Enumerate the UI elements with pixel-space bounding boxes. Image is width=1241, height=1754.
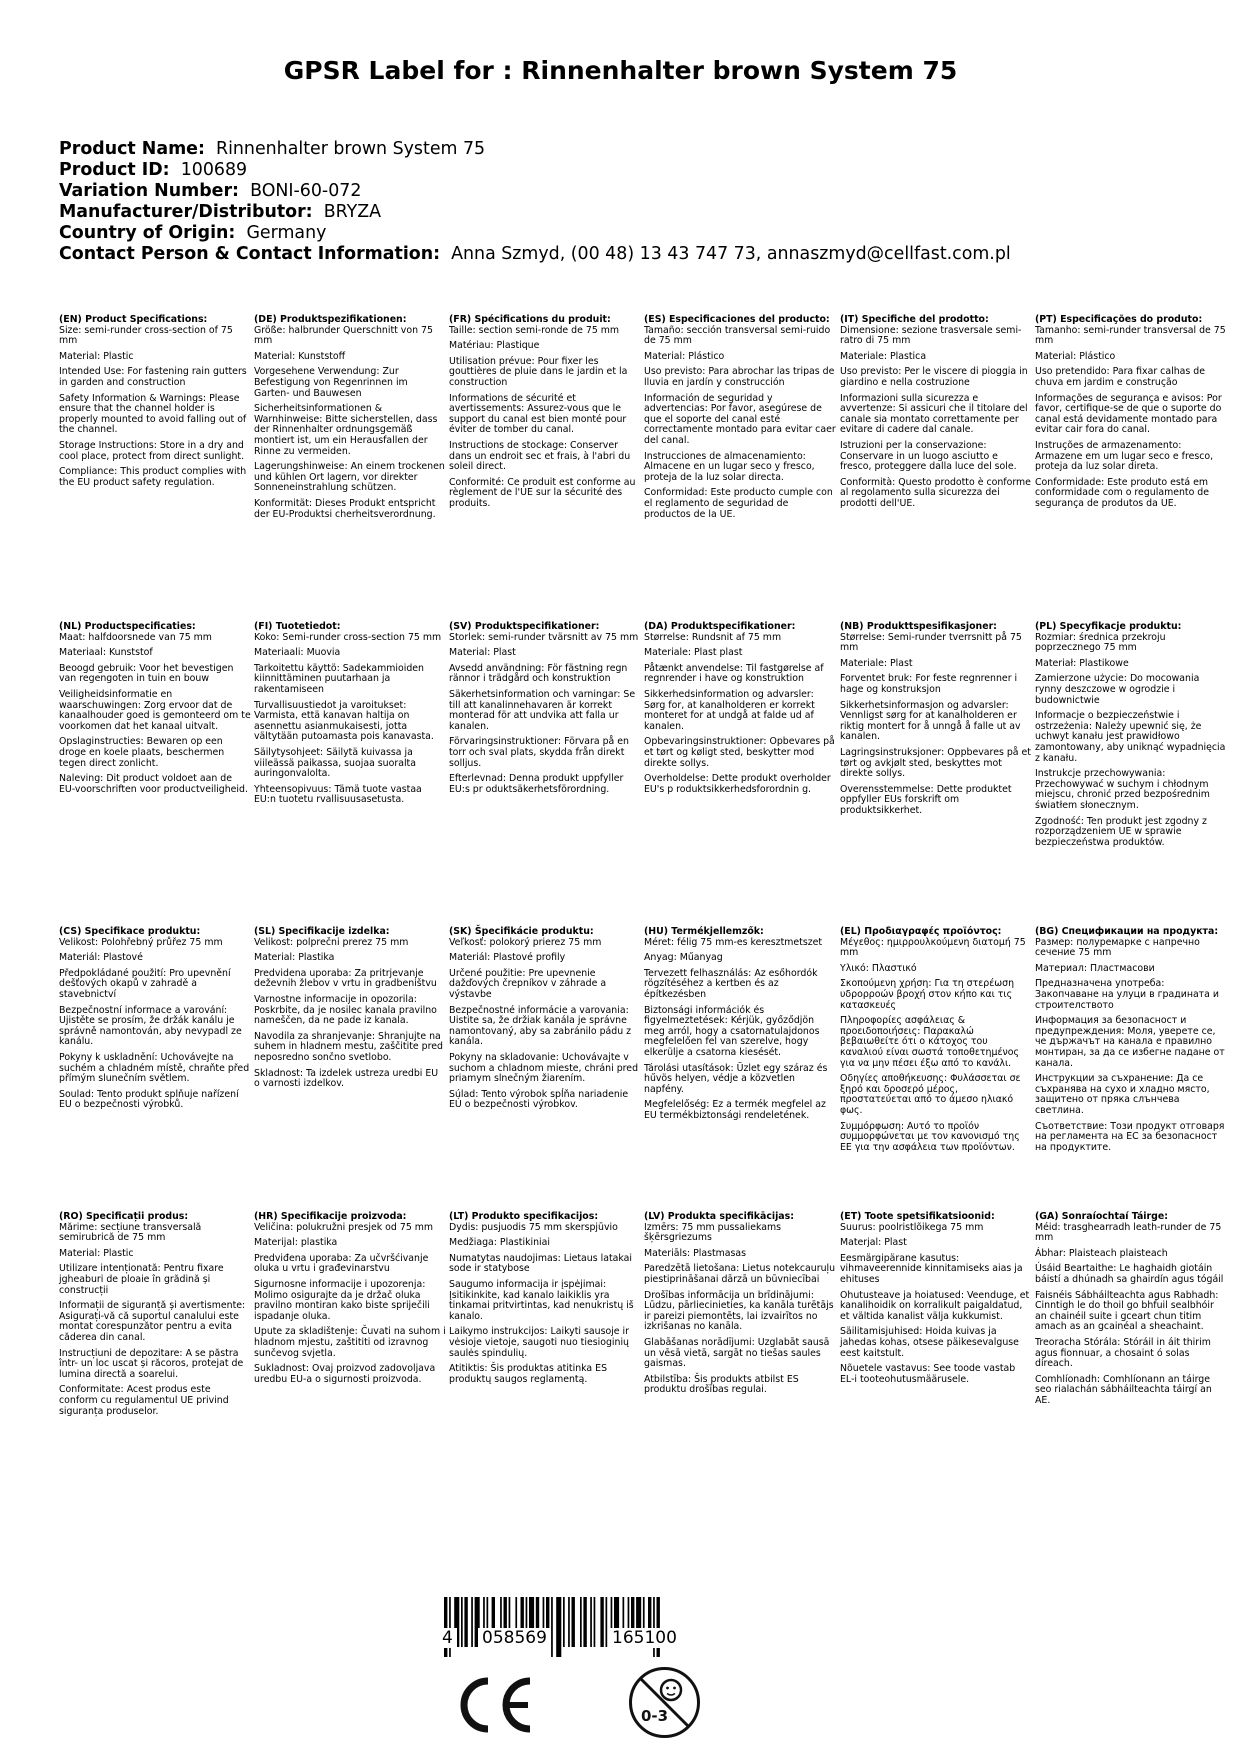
spec-block — [449, 622, 641, 800]
spec-line: Koko: Semi-runder cross-section 75 mm — [254, 631, 442, 643]
info-value: 100689 — [180, 160, 248, 180]
spec-line: Tamanho: semi-runder transversal de 75 mm — [1035, 324, 1226, 347]
spec-line: Materiāls: Plastmasas — [644, 1247, 747, 1259]
spec-line: Efterlevnad: Denna produkt uppfyller EU:s pr oduktsäkerhetsförordning. — [449, 773, 624, 795]
spec-line: Materiale: Plast — [840, 657, 913, 669]
spec-heading: (DE) Produktspezifikationen: — [254, 314, 407, 325]
info-label: Contact Person & Contact Information: — [59, 244, 441, 264]
spec-line: Overensstemmelse: Dette produktet oppfyller EUs forskrift om produktsikkerhet. — [840, 783, 1012, 816]
spec-line: Atitiktis: Šis produktas atitinka ES produktų saugos reglamentą. — [449, 1363, 608, 1385]
spec-block — [1035, 927, 1227, 1158]
spec-line: Sikkerhetsinformasjon og advarsler: Vennligst sørg for at kanalholderen er riktig montert for å unngå å falle ut av kanalen. — [840, 699, 1021, 743]
spec-line: Méid: trasghearradh leath-runder de 75 mm — [1035, 1221, 1222, 1244]
spec-heading: (SL) Specifikacije izdelka: — [254, 926, 390, 937]
product-info — [59, 139, 1011, 265]
barcode-bar — [600, 1597, 603, 1647]
barcode-bar — [471, 1597, 473, 1647]
spec-line: Uso previsto: Para abrochar las tripas de lluvia en jardín y construcción — [644, 366, 835, 388]
spec-line: Μέγεθος: ημιρρουλκούμενη διατομή 75 mm — [840, 936, 1026, 959]
spec-row — [59, 315, 1241, 605]
spec-block — [59, 927, 251, 1116]
spec-line: Safety Information & Warnings: Please ensure that the channel holder is properly mounted to avoid falling out of the channel. — [59, 392, 247, 436]
spec-block — [254, 1212, 446, 1390]
spec-line: Säilytysohjeet: Säilytä kuivassa ja viileässä paikassa, suojaa suoralta auringonvalolta. — [254, 746, 416, 780]
barcode-bar — [556, 1597, 561, 1657]
spec-line: Atbilstība: Šis produkts atbilst ES produktu drošības regulai. — [644, 1373, 799, 1396]
spec-line: Yhteensopivuus: Tämä tuote vastaa EU:n tuotetu rvallisuusasetusta. — [254, 783, 422, 806]
barcode-digits-right: 165100 — [608, 1628, 681, 1648]
spec-heading: (EN) Product Specifications: — [59, 314, 208, 325]
spec-line: Bezpečnostné informácie a varovania: Uistite sa, že držiak kanála je správne namontovaný, aby sa zabránilo pádu z kanála. — [449, 1004, 632, 1048]
spec-line: Drošības informācija un brīdinājumi: Lūdzu, pārliecinieties, ka kanāla turētājs ir pareizi piemontēts, lai izvairītos no izkrišanas no kanāla. — [644, 1289, 834, 1333]
spec-line: Säkerhetsinformation och varningar: Se till att kanalinnehavaren är korrekt monterad för att undvika att falla ur kanalen. — [449, 688, 636, 732]
spec-line: Materjal: Plast — [840, 1237, 907, 1249]
spec-heading: (BG) Спецификации на продукта: — [1035, 926, 1219, 937]
info-manufacturer — [59, 202, 1011, 223]
info-product-name — [59, 139, 1011, 160]
barcode-bar — [464, 1597, 467, 1647]
spec-line: Sigurnosne informacije i upozorenja: Molimo osigurajte da je držač oluka pravilno montiran kako biste spriječili ispadanje oluka. — [254, 1278, 430, 1322]
spec-line: Rozmiar: średnica przekroju poprzecznego 75 mm — [1035, 631, 1166, 654]
spec-line: Forventet bruk: For feste regnrenner i hage og konstruksjon — [840, 673, 1018, 695]
spec-line: Conformitate: Acest produs este conform cu regulamentul UE privind siguranța produselor. — [59, 1384, 229, 1417]
spec-line: Οδηγίες αποθήκευσης: Φυλάσσεται σε ξηρό και δροσερό μέρος, προστατεύεται από το άμεσο ηλιακό φως. — [840, 1073, 1021, 1116]
spec-line: Størrelse: Semi-runder tverrsnitt på 75 mm — [840, 631, 1022, 654]
info-country-of-origin — [59, 223, 1011, 244]
spec-line: Skladnost: Ta izdelek ustreza uredbi EU o varnosti izdelkov. — [254, 1067, 439, 1090]
spec-line: Pokyny na skladovanie: Uchovávajte v suchom a chladnom mieste, chráni pred priamym slnečným žiarením. — [449, 1051, 639, 1085]
barcode-bar — [461, 1597, 463, 1647]
spec-line: Material: Plástico — [644, 350, 725, 362]
spec-line: Størrelse: Rundsnit af 75 mm — [644, 631, 782, 643]
spec-line: Sicherheitsinformationen & Warnhinweise: Bitte sicherstellen, dass der Rinnenhalter ordnungsgemäß montiert ist, um ein Herausfallen der Rinne zu vermeiden. — [254, 403, 438, 457]
spec-line: Размер: полуремарке с напречно сечение 75 mm — [1035, 936, 1200, 959]
spec-line: Material: Plastic — [59, 350, 134, 362]
info-value: BONI-60-072 — [250, 181, 362, 201]
spec-line: Tarkoitettu käyttö: Sadekammioiden kiinnittäminen puutarhaan ja rakentamiseen — [254, 662, 425, 695]
spec-line: Storage Instructions: Store in a dry and cool place, protect from direct sunlight. — [59, 439, 245, 462]
spec-line: Instrucțiuni de depozitare: A se păstra într- un loc uscat și răcoros, protejat de lumina directă a soarelui. — [59, 1347, 244, 1380]
spec-line: Υλικό: Πλαστικό — [840, 962, 917, 974]
spec-block — [254, 622, 446, 811]
barcode-bar — [590, 1597, 592, 1647]
age-warning-icon — [627, 1665, 702, 1740]
spec-line: Saugumo informacija ir įspėjimai: Įsitikinkite, kad kanalo laikiklis yra tinkamai pritvirtintas, kad nenukristų iš kanalo. — [449, 1278, 634, 1322]
spec-block — [1035, 315, 1227, 515]
spec-line: Sikkerhedsinformation og advarsler: Sørg for, at kanalholderen er korrekt monteret for at undgå at falde ud af kanalen. — [644, 688, 815, 732]
spec-line: Material: Plástico — [1035, 350, 1116, 362]
spec-row — [59, 927, 1241, 1217]
spec-heading: (ES) Especificaciones del producto: — [644, 314, 830, 325]
spec-heading: (NB) Produkttspesifikasjoner: — [840, 621, 997, 632]
spec-heading: (EL) Προδιαγραφές προϊόντος: — [840, 926, 1002, 937]
spec-line: Zgodność: Ten produkt jest zgodny z rozporządzeniem UE w sprawie bezpieczeństwa produktów. — [1035, 815, 1207, 848]
spec-line: Eesmärgipärane kasutus: vihmaveerennide kinnitamiseks aias ja ehituses — [840, 1252, 1023, 1285]
spec-line: Bezpečnostní informace a varování: Ujistěte se prosím, že držák kanálu je správně namontován, aby nevypadl ze kanálu. — [59, 1004, 242, 1048]
spec-line: Predvidena uporaba: Za pritrjevanje deževnih žlebov v vrtu in gradbeništvu — [254, 967, 437, 990]
spec-line: Предназначена употреба: Закопчаване на улуци в градината и строителството — [1035, 978, 1219, 1011]
spec-line: Uso previsto: Per le viscere di pioggia in giardino e nella costruzione — [840, 366, 1028, 388]
spec-line: Utilizare intenționată: Pentru fixare jgheaburi de ploaie în grădină și construcții — [59, 1263, 224, 1296]
spec-line: Lagringsinstruksjoner: Oppbevares på et tørt og avkjølt sted, beskyttes mot direkte sollys. — [840, 746, 1031, 780]
spec-line: Materiał: Plastikowe — [1035, 657, 1129, 669]
spec-heading: (CS) Specifikace produktu: — [59, 926, 201, 937]
barcode-digit-lead: 4 — [438, 1628, 457, 1648]
spec-line: Treoracha Stórála: Stóráil in áit thirim agus fionnuar, a chosaint ó solas díreach. — [1035, 1336, 1211, 1370]
spec-line: Laikymo instrukcijos: Laikyti sausoje ir vėsioje vietoje, saugoti nuo tiesioginių saulės spindulių. — [449, 1326, 629, 1359]
spec-block — [840, 1212, 1032, 1390]
spec-row — [59, 622, 1241, 912]
info-value: Germany — [246, 223, 327, 243]
spec-line: Tárolási utasítások: Üzlet egy száraz és hűvös helyen, védje a közvetlen napfény. — [644, 1062, 828, 1095]
spec-heading: (PT) Especificações do produto: — [1035, 314, 1203, 325]
spec-line: Opslaginstructies: Bewaren op een droge en koele plaats, beschermen tegen direct zonlicht. — [59, 736, 225, 769]
spec-line: Uso pretendido: Para fixar calhas de chuva em jardim e construção — [1035, 366, 1205, 388]
info-contact — [59, 244, 1011, 265]
barcode-bar — [563, 1597, 565, 1647]
spec-line: Материал: Пластмасови — [1035, 962, 1155, 974]
spec-line: Megfelelőség: Ez a termék megfelel az EU termékbiztonsági rendeletének. — [644, 1099, 826, 1121]
spec-line: Navodila za shranjevanje: Shranjujte na suhem in hladnem mestu, zaščitite pred neposredno sončno svetlobo. — [254, 1030, 443, 1063]
info-variation-number — [59, 181, 1011, 202]
spec-line: Velikost: Polohřebný průřez 75 mm — [59, 936, 223, 948]
spec-line: Materiál: Plastové profily — [449, 952, 566, 964]
spec-line: Matériau: Plastique — [449, 340, 540, 352]
barcode-bar — [653, 1597, 655, 1657]
spec-line: Nõuetele vastavus: See toode vastab EL-i tooteohutusmäärusele. — [840, 1363, 1016, 1385]
spec-line: Zamierzone użycie: Do mocowania rynny deszczowe w ogrodzie i budownictwie — [1035, 673, 1200, 706]
spec-line: Určené použitie: Pre upevnenie dažďových črepníkov v záhrade a výstavbe — [449, 967, 607, 1000]
spec-line: Materiál: Plastové — [59, 952, 143, 964]
spec-line: Instruções de armazenamento: Armazene em um lugar seco e fresco, proteja da luz solar direta. — [1035, 439, 1214, 473]
spec-line: Lagerungshinweise: An einem trockenen und kühlen Ort lagern, vor direkter Sonneneinstrahlung schützen. — [254, 461, 445, 494]
spec-line: Storlek: semi-runder tvärsnitt av 75 mm — [449, 631, 639, 643]
spec-block — [254, 927, 446, 1095]
spec-line: Dimensione: sezione trasversale semi-ratro di 75 mm — [840, 324, 1022, 347]
spec-line: Información de seguridad y advertencias: Por favor, asegúrese de que el soporte del canal esté correctamente montado para evitar caer del canal. — [644, 392, 836, 446]
spec-line: Predviđena uporaba: Za učvršćivanje oluka u vrtu i građevinarstvu — [254, 1252, 429, 1275]
spec-line: Compliance: This product complies with the EU product safety regulation. — [59, 466, 247, 488]
spec-line: Anyag: Műanyag — [644, 952, 723, 964]
spec-line: Intended Use: For fastening rain gutters in garden and construction — [59, 366, 247, 388]
spec-line: Velikost: polprečni prerez 75 mm — [254, 936, 409, 948]
spec-line: Conformidad: Este producto cumple con el reglamento de seguridad de productos de la UE. — [644, 487, 833, 520]
spec-block — [254, 315, 446, 525]
spec-heading: (HR) Specifikacije proizvoda: — [254, 1211, 407, 1222]
barcode-bar — [606, 1597, 608, 1647]
spec-line: Materiaal: Kunststof — [59, 647, 153, 659]
spec-heading: (LV) Produkta specifikācijas: — [644, 1211, 794, 1222]
spec-line: Glabāšanas norādījumi: Uzglabāt sausā un vēsā vietā, sargāt no tiešas saules gaismas. — [644, 1336, 830, 1370]
spec-line: Instrucciones de almacenamiento: Almacene en un lugar seco y fresco, proteja de la luz solar directa. — [644, 450, 815, 483]
barcode — [438, 1597, 738, 1657]
info-label: Manufacturer/Distributor: — [59, 202, 313, 222]
barcode-bar — [583, 1597, 586, 1647]
spec-heading: (RO) Specificații produs: — [59, 1211, 189, 1222]
spec-line: Съответствие: Този продукт отговаря на регламента на ЕС за безопасност на продуктите. — [1035, 1120, 1225, 1153]
barcode-bar — [568, 1597, 570, 1647]
spec-line: Conformité: Ce produit est conforme au règlement de l'UE sur la sécurité des produits. — [449, 476, 636, 509]
spec-line: Conformidade: Este produto está em conformidade com o regulamento de segurança de produtos da UE. — [1035, 476, 1210, 509]
barcode-bar — [594, 1597, 596, 1647]
spec-line: Informações de segurança e avisos: Por favor, certifique-se de que o suporte do canal está devidamente montado para evitar cair fora do canal. — [1035, 392, 1222, 436]
spec-heading: (FR) Spécifications du produit: — [449, 314, 611, 325]
spec-block — [840, 315, 1032, 515]
spec-line: Påtænkt anvendelse: Til fastgørelse af regnrender i have og konstruktion — [644, 662, 824, 685]
spec-line: Pokyny k uskladnění: Uchovávejte na suchém a chladném místě, chraňte před přímým slunečním světlem. — [59, 1051, 250, 1085]
spec-line: Instrukcje przechowywania: Przechowywać w suchym i chłodnym miejscu, chronić przed bezpośrednim światłem słonecznym. — [1035, 768, 1210, 811]
spec-heading: (FI) Tuotetiedot: — [254, 621, 341, 632]
spec-line: Veiligheidsinformatie en waarschuwingen: Zorg ervoor dat de kanaalhouder goed is gemonteerd om te voorkomen dat het kanaal uitvalt. — [59, 688, 251, 732]
spec-line: Vorgesehene Verwendung: Zur Befestigung von Regenrinnen im Garten- und Bauwesen — [254, 366, 408, 399]
spec-line: Overholdelse: Dette produkt overholder EU's p roduktsikkerhedsforordnin g. — [644, 773, 831, 795]
spec-heading: (ET) Toote spetsifikatsioonid: — [840, 1211, 995, 1222]
ce-mark-icon — [452, 1675, 537, 1735]
spec-line: Size: semi-runder cross-section of 75 mm — [59, 324, 233, 347]
spec-block — [449, 315, 641, 515]
barcode-bar — [572, 1597, 575, 1647]
spec-line: Mărime: secțiune transversală semirubrică de 75 mm — [59, 1221, 202, 1244]
spec-block — [449, 927, 641, 1116]
spec-line: Soulad: Tento produkt splňuje nařízení EU o bezpečnosti výrobků. — [59, 1088, 239, 1111]
spec-block — [59, 315, 251, 493]
spec-line: Úsáid Beartaithe: Le haghaidh giotáin báistí a dhúnadh sa ghairdín agus tógáil — [1035, 1263, 1224, 1285]
spec-line: Säilitamisjuhised: Hoida kuivas ja jahedas kohas, otsese päikesevalguse eest kaitstult. — [840, 1326, 1019, 1359]
spec-block — [59, 1212, 251, 1422]
spec-line: Méret: félig 75 mm-es keresztmetszet — [644, 936, 823, 948]
spec-heading: (SV) Produktspecifikationer: — [449, 621, 600, 632]
spec-line: Информация за безопасност и предупреждения: Моля, уверете се, че държачът на канала е правилно монтиран, за да се избегне падане от канала. — [1035, 1015, 1225, 1069]
spec-heading: (IT) Specifiche del prodotto: — [840, 314, 989, 325]
age-warning-label: 0-3 — [641, 1707, 669, 1725]
spec-heading: (DA) Produktspecifikationer: — [644, 621, 796, 632]
barcode-digits-left: 058569 — [478, 1628, 551, 1648]
barcode-bar — [444, 1597, 447, 1657]
spec-line: Předpokládané použití: Pro upevnění dešťových okapů v zahradě a stavebnictví — [59, 967, 231, 1000]
barcode-bar — [449, 1597, 451, 1657]
spec-line: Beoogd gebruik: Voor het bevestigen van regengoten in tuin en bouw — [59, 662, 234, 685]
spec-line: Größe: halbrunder Querschnitt von 75 mm — [254, 324, 433, 347]
spec-line: Avsedd användning: För fästning regn rännor i trädgård och konstruktion — [449, 662, 628, 685]
info-value: Rinnenhalter brown System 75 — [216, 139, 486, 159]
spec-row — [59, 1212, 1241, 1502]
spec-line: Ohutusteave ja hoiatused: Veenduge, et kanalihoidik on korralikult paigaldatud, et vältida kanalist välja kukkumist. — [840, 1289, 1030, 1322]
spec-heading: (GA) Sonraíochtaí Táirge: — [1035, 1211, 1168, 1222]
spec-line: Informacje o bezpieczeństwie i ostrzeżenia: Należy upewnić się, że uchwyt kanału jest prawidłowo zamontowany, aby uniknąć wypadnięcia z kanału. — [1035, 710, 1226, 764]
spec-line: Turvallisuustiedot ja varoitukset: Varmista, että kanavan haltija on asennettu asianmukaisesti, jotta vältytään putoamasta pois kanavasta. — [254, 699, 434, 743]
info-label: Product ID: — [59, 160, 170, 180]
spec-heading: (NL) Productspecificaties: — [59, 621, 196, 632]
spec-block — [840, 927, 1032, 1158]
info-label: Variation Number: — [59, 181, 240, 201]
spec-block — [644, 315, 836, 525]
spec-line: Faisnéis Sábháilteachta agus Rabhadh: Cinntigh le do thoil go bhfuil sealbhóir an chainéil suite i gceart chun titim amach as an gcainéal a sheachaint. — [1035, 1289, 1219, 1333]
spec-line: Materiale: Plast plast — [644, 647, 743, 659]
spec-line: Συμμόρφωση: Αυτό το προϊόν συμμορφώνεται με τον κανονισμό της ΕΕ για την ασφάλεια των προϊόντων. — [840, 1120, 1020, 1153]
info-value: Anna Szmyd, (00 48) 13 43 747 73, annaszmyd@cellfast.com.pl — [451, 244, 1011, 264]
spec-heading: (HU) Termékjellemzők: — [644, 926, 764, 937]
spec-line: Tamaño: sección transversal semi-ruido de 75 mm — [644, 324, 831, 347]
spec-line: Suurus: poolristlõikega 75 mm — [840, 1221, 984, 1233]
spec-line: Informazioni sulla sicurezza e avvertenze: Si assicuri che il titolare del canale sia montato correttamente per evitare di cadere dal canale. — [840, 392, 1028, 436]
spec-line: Naleving: Dit product voldoet aan de EU-voorschriften voor productveiligheid. — [59, 773, 248, 795]
barcode-bars — [438, 1597, 738, 1657]
spec-line: Informații de siguranță și avertismente: Asigurați-vă că suportul canalului este montat corespunzător pentru a evita căderea din canal. — [59, 1300, 246, 1343]
spec-line: Medžiaga: Plastikiniai — [449, 1237, 551, 1249]
spec-heading: (PL) Specyfikacje produktu: — [1035, 621, 1182, 632]
spec-line: Utilisation prévue: Pour fixer les gouttières de pluie dans le jardin et la construction — [449, 355, 628, 388]
spec-line: Maat: halfdoorsnede van 75 mm — [59, 631, 212, 643]
spec-block — [1035, 1212, 1227, 1412]
info-product-id — [59, 160, 1011, 181]
spec-line: Πληροφορίες ασφάλειας & προειδοποιήσεις: Παρακαλώ βεβαιωθείτε ότι ο κάτοχος του καναλιού είναι σωστά τοποθετημένος για να μην πέσει έξω από το κανάλι. — [840, 1015, 1019, 1069]
info-label: Country of Origin: — [59, 223, 236, 243]
info-label: Product Name: — [59, 139, 205, 159]
spec-line: Ábhar: Plaisteach plaisteach — [1035, 1247, 1168, 1259]
spec-line: Súlad: Tento výrobok spĺňa nariadenie EÚ o bezpečnosti výrobkov. — [449, 1088, 629, 1111]
spec-block — [644, 927, 836, 1127]
spec-line: Material: Plast — [449, 647, 516, 659]
spec-block — [449, 1212, 641, 1390]
spec-block — [644, 622, 836, 800]
spec-line: Σκοπούμενη χρήση: Για τη στερέωση υδρορροών βροχή στον κήπο και τις κατασκευές — [840, 978, 1015, 1011]
spec-line: Инструкции за съхранение: Да се съхранява на сухо и хладно място, защитено от пряка слънчева светлина. — [1035, 1073, 1210, 1116]
spec-line: Numatytas naudojimas: Lietaus latakai sode ir statybose — [449, 1252, 632, 1275]
spec-line: Tervezett felhasználás: Az esőhordók rögzítéséhez a kertben és az építkezésben — [644, 967, 818, 1000]
barcode-bar — [551, 1597, 553, 1657]
spec-line: Material: Kunststoff — [254, 350, 346, 362]
spec-line: Izmērs: 75 mm pussaliekams šķērsgriezums — [644, 1221, 782, 1244]
spec-line: Istruzioni per la conservazione: Conservare in un luogo asciutto e fresco, proteggere dalla luce del sole. — [840, 439, 1017, 473]
spec-line: Materijal: plastika — [254, 1237, 338, 1249]
spec-line: Paredzētā lietošana: Lietus notekcauruļu piestiprināšanai dārzā un būvniecībai — [644, 1263, 836, 1285]
spec-line: Konformität: Dieses Produkt entspricht der EU-Produktsi cherheitsverordnung. — [254, 497, 436, 520]
barcode-bar — [657, 1597, 660, 1657]
spec-line: Taille: section semi-ronde de 75 mm — [449, 324, 620, 336]
spec-line: Veľkosť: polokorý prierez 75 mm — [449, 936, 602, 948]
spec-line: Material: Plastika — [254, 952, 335, 964]
spec-line: Instructions de stockage: Conserver dans un endroit sec et frais, à l'abri du soleil direct. — [449, 439, 631, 473]
spec-line: Materiale: Plastica — [840, 350, 927, 362]
spec-line: Informations de sécurité et avertissements: Assurez-vous que le support du canal est bien monté pour éviter de tomber du canal. — [449, 392, 627, 436]
spec-heading: (LT) Produkto specifikacijos: — [449, 1211, 599, 1222]
spec-line: Upute za skladištenje: Čuvati na suhom i hladnom mjestu, zaštititi od izravnog sunčevog svjetla. — [254, 1326, 446, 1359]
page-title: GPSR Label for : Rinnenhalter brown System 75 — [283, 56, 958, 85]
spec-line: Biztonsági információk és figyelmeztetések: Kérjük, győződjön meg arról, hogy a csatornatulajdonos megfelelően fel van szerelve, hogy elkerülje a csatorna kiesését. — [644, 1004, 820, 1058]
spec-block — [1035, 622, 1227, 853]
spec-line: Opbevaringsinstruktioner: Opbevares på et tørt og køligt sted, beskytter mod direkte sollys. — [644, 736, 835, 769]
spec-heading: (SK) Špecifikácie produktu: — [449, 926, 594, 937]
spec-block — [59, 622, 251, 800]
spec-line: Material: Plastic — [59, 1247, 134, 1259]
info-value: BRYZA — [323, 202, 382, 222]
spec-line: Conformità: Questo prodotto è conforme al regolamento sulla sicurezza dei prodotti dell'UE. — [840, 476, 1031, 509]
spec-block — [840, 622, 1032, 822]
spec-line: Förvaringsinstruktioner: Förvara på en torr och sval plats, skydda från direkt solljus. — [449, 736, 629, 769]
spec-block — [644, 1212, 836, 1401]
barcode-bar — [580, 1597, 582, 1647]
spec-line: Sukladnost: Ovaj proizvod zadovoljava uredbu EU-a o sigurnosti proizvoda. — [254, 1363, 436, 1385]
spec-line: Veličina: polukružni presjek od 75 mm — [254, 1221, 434, 1233]
spec-line: Dydis: pusjuodis 75 mm skerspjūvio — [449, 1221, 618, 1233]
spec-line: Materiaali: Muovia — [254, 647, 341, 659]
spec-line: Comhlíonadh: Comhlíonann an táirge seo rialachán sábháilteachta táirgí an AE. — [1035, 1373, 1212, 1406]
spec-line: Varnostne informacije in opozorila: Poskrbite, da je nosilec kanala pravilno nameščen, da ne pade iz kanala. — [254, 993, 437, 1027]
